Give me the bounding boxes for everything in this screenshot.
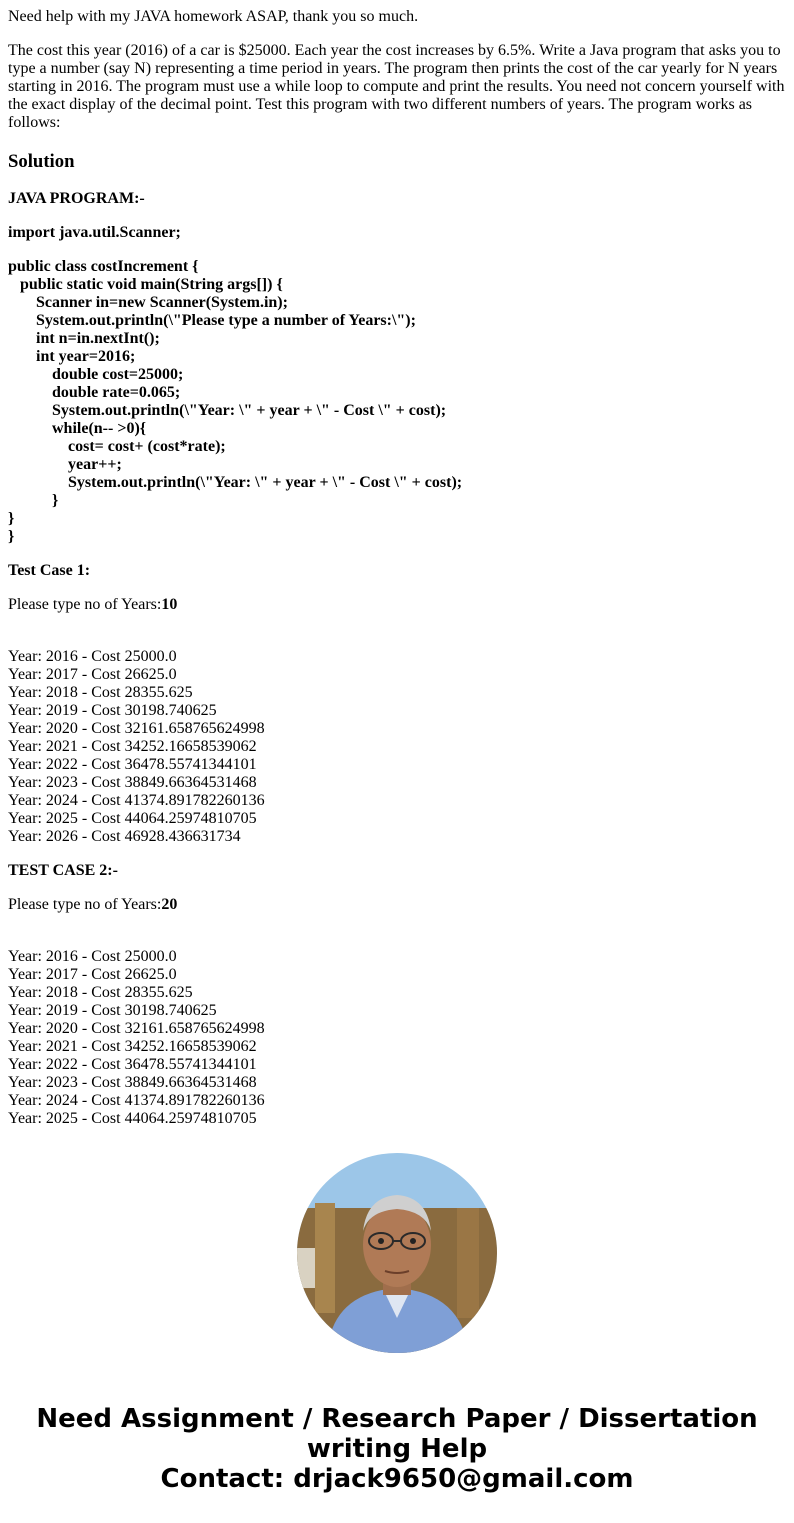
output-row: Year: 2025 - Cost 44064.25974810705	[8, 810, 257, 827]
avatar	[297, 1153, 497, 1353]
question-intro: Need help with my JAVA homework ASAP, thank you so much.	[8, 8, 419, 25]
code-line: System.out.println(\"Please type a number of Years:\");	[8, 312, 416, 329]
output-row: Year: 2023 - Cost 38849.66364531468	[8, 1074, 257, 1091]
test-case-2-prompt	[8, 896, 177, 914]
footer-line-2: writing Help	[306, 1434, 488, 1464]
code-line: int year=2016;	[8, 348, 136, 365]
output-row: Year: 2019 - Cost 30198.740625	[8, 702, 217, 719]
code-line: while(n-- >0){	[8, 420, 147, 437]
code-line: double rate=0.065;	[8, 384, 181, 401]
test-case-2-output	[8, 948, 786, 1123]
test-case-1-heading: Test Case 1:	[8, 562, 91, 579]
output-row: Year: 2018 - Cost 28355.625	[8, 684, 193, 701]
person-photo	[297, 1153, 497, 1353]
test-case-2-heading: TEST CASE 2:-	[8, 862, 118, 879]
footer-banner	[0, 1404, 794, 1494]
output-row: Year: 2017 - Cost 26625.0	[8, 666, 177, 683]
footer-line-1: Need Assignment / Research Paper / Dissertation	[36, 1404, 758, 1434]
code-line: }	[8, 510, 15, 527]
output-row: Year: 2020 - Cost 32161.658765624998	[8, 720, 265, 737]
prompt-input: 20	[161, 896, 178, 913]
output-row: Year: 2016 - Cost 25000.0	[8, 948, 177, 965]
output-row: Year: 2021 - Cost 34252.16658539062	[8, 738, 257, 755]
footer-contact: Contact: drjack9650@gmail.com	[160, 1464, 634, 1494]
output-row: Year: 2022 - Cost 36478.55741344101	[8, 756, 257, 773]
output-row: Year: 2023 - Cost 38849.66364531468	[8, 774, 257, 791]
output-row: Year: 2018 - Cost 28355.625	[8, 984, 193, 1001]
output-row: Year: 2025 - Cost 44064.25974810705	[8, 1110, 257, 1123]
code-import: import java.util.Scanner;	[8, 224, 181, 241]
output-row: Year: 2021 - Cost 34252.16658539062	[8, 1038, 257, 1055]
code-line: cost= cost+ (cost*rate);	[8, 438, 226, 455]
test-case-1-output	[8, 648, 265, 846]
prompt-text: Please type no of Years:	[8, 596, 162, 613]
output-row: Year: 2024 - Cost 41374.891782260136	[8, 1092, 265, 1109]
code-line: Scanner in=new Scanner(System.in);	[8, 294, 288, 311]
output-row: Year: 2019 - Cost 30198.740625	[8, 1002, 217, 1019]
output-row: Year: 2020 - Cost 32161.658765624998	[8, 1020, 265, 1037]
output-row: Year: 2022 - Cost 36478.55741344101	[8, 1056, 257, 1073]
code-line: public static void main(String args[]) {	[8, 276, 283, 293]
java-program	[8, 190, 786, 546]
code-line: System.out.println(\"Year: \" + year + \" - Cost \" + cost);	[8, 402, 447, 419]
prompt-input: 10	[161, 596, 178, 613]
prompt-text: Please type no of Years:	[8, 896, 162, 913]
code-line: }	[8, 528, 15, 545]
code-line: System.out.println(\"Year: \" + year + \" - Cost \" + cost);	[8, 474, 463, 491]
output-row: Year: 2026 - Cost 46928.436631734	[8, 828, 241, 845]
output-row: Year: 2016 - Cost 25000.0	[8, 648, 177, 665]
output-row: Year: 2024 - Cost 41374.891782260136	[8, 792, 265, 809]
code-line: }	[8, 492, 59, 509]
code-line: int n=in.nextInt();	[8, 330, 160, 347]
code-title: JAVA PROGRAM:-	[8, 190, 145, 207]
output-row: Year: 2017 - Cost 26625.0	[8, 966, 177, 983]
solution-heading: Solution	[8, 151, 75, 172]
question-text: The cost this year (2016) of a car is $25000. Each year the cost increases by 6.5%. Write a Java program that asks you to type a number (say N) representing a time period in years. The program then prints the cost of the car yearly for N years starting in 2016. The program must use a while loop to compute and print the results. You need not concern yourself with the exact display of the decimal point. Test this program with two different numbers of years. The program works as follows:	[8, 42, 785, 131]
code-line: double cost=25000;	[8, 366, 184, 383]
code-line: year++;	[8, 456, 122, 473]
test-case-1-prompt	[8, 596, 177, 614]
code-line: public class costIncrement {	[8, 258, 199, 275]
